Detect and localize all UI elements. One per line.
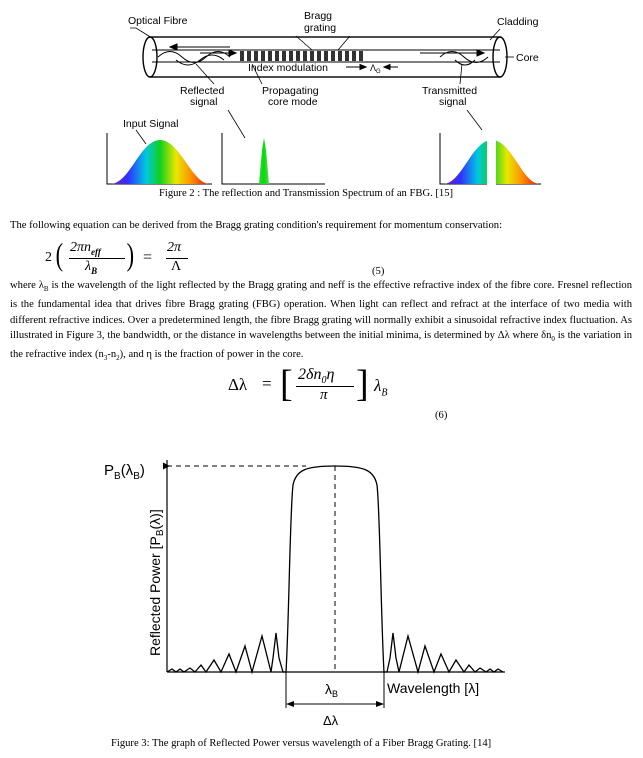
- reflected-spectrum: [259, 138, 269, 184]
- label-reflected-signal: signal: [190, 96, 218, 108]
- label-reflected: Reflected: [180, 85, 225, 97]
- label-cladding: Cladding: [497, 16, 539, 28]
- input-spectrum: [110, 140, 210, 184]
- center-wavelength-label: $\lambda_B$: [325, 681, 339, 699]
- transmitted-notch: [487, 134, 496, 185]
- grating-block: [324, 51, 328, 61]
- label-input-signal: Input Signal: [123, 118, 179, 130]
- body-paragraph: where $\lambda_B$ is the wavelength of the light reflected by the Bragg grating and neff is the effective refractive index of the fibre core. Fresnel reflection is the fundamental idea that drives fibre Bragg grating (FBG) operation. When light can reflect and refract at the interface of two media with different refractive indices. Over a predetermined length, the fibre Bragg grating will normally exhibit a sinusoidal refractive index fluctuation. As illustrated in Figure 3, the bandwidth, or the distance in wavelengths between the initial minima, is determined by Δλ where $\delta n_0$ is the variation in the refractive index $(n_3-n_2)$, and η is the fraction of power in the core.: [10, 280, 632, 363]
- grating-block: [303, 51, 307, 61]
- label-grating: grating: [304, 22, 337, 34]
- grating-block: [310, 51, 314, 61]
- y-axis-label: Reflected Power $[P_B(\lambda)]$: [147, 509, 166, 656]
- grating-block: [289, 51, 293, 61]
- grating-block: [275, 51, 279, 61]
- equation-5: 2 ( $2\pi n_{eff}$ $\lambda_B$ ) = 2π Λ: [45, 240, 245, 276]
- label-optical-fibre: Optical Fibre: [128, 15, 188, 27]
- grating-block: [317, 51, 321, 61]
- equation-6: Δλ = [ $2\delta n_0\eta$ π ] $\lambda_B$: [228, 363, 388, 405]
- intro-sentence: The following equation can be derived from the Bragg grating condition's requirement for momentum conservation:: [10, 220, 503, 231]
- figure2-caption: Figure 2 : The reflection and Transmission Spectrum of an FBG. [15]: [159, 188, 454, 199]
- grating-block: [247, 51, 251, 61]
- grating-block: [282, 51, 286, 61]
- label-core-mode: core mode: [268, 96, 318, 108]
- grating-block: [240, 51, 244, 61]
- figure3-caption: Figure 3: The graph of Reflected Power versus wavelength of a Fiber Bragg Grating. [14]: [111, 738, 492, 749]
- label-propagating: Propagating: [262, 85, 319, 97]
- grating-block: [261, 51, 265, 61]
- label-bragg: Bragg: [304, 10, 333, 22]
- label-transmitted: Transmitted: [422, 85, 478, 97]
- grating-block: [338, 51, 342, 61]
- grating-block: [359, 51, 363, 61]
- grating-block: [254, 51, 258, 61]
- bandwidth-label: Δλ: [323, 713, 339, 728]
- grating-block: [331, 51, 335, 61]
- grating-block: [345, 51, 349, 61]
- label-core: Core: [516, 52, 539, 64]
- peak-label: $P_B(\lambda_B)$: [104, 462, 145, 482]
- label-transmitted-signal: signal: [439, 96, 467, 108]
- label-index-modulation: Index modulation: [248, 62, 328, 74]
- label-lambda-g: $\Lambda_G$: [370, 63, 381, 75]
- bandwidth-arrow: [286, 701, 384, 707]
- figure2-diagram: [0, 0, 643, 190]
- equation-6-number: (6): [435, 410, 448, 421]
- grating-block: [352, 51, 356, 61]
- grating-block: [296, 51, 300, 61]
- x-axis-label: Wavelength [λ]: [387, 680, 480, 696]
- figure3-chart: [0, 440, 643, 730]
- equation-5-number: (5): [372, 266, 385, 277]
- grating-block: [268, 51, 272, 61]
